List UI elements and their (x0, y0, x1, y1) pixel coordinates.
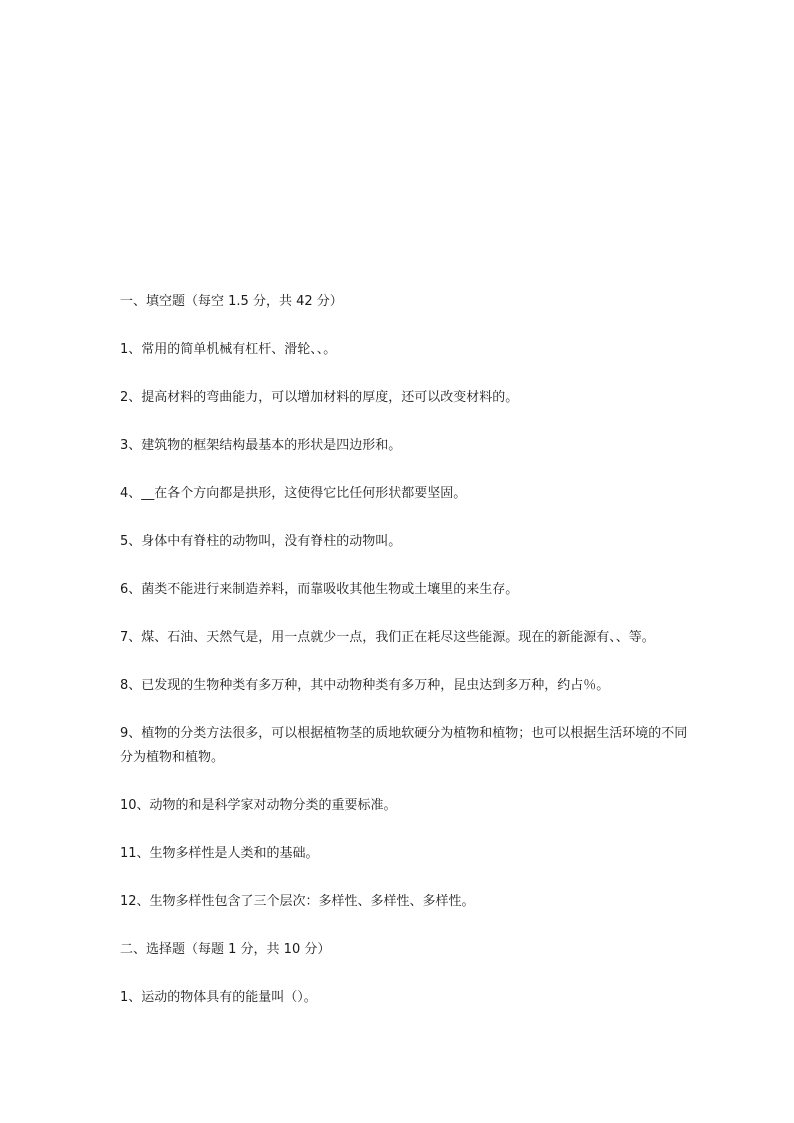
question-6: 6、菌类不能进行来制造养料，而靠吸收其他生物或土壤里的来生存。 (120, 582, 519, 597)
question-3: 3、建筑物的框架结构最基本的形状是四边形和。 (120, 438, 402, 453)
question-8: 8、已发现的生物种类有多万种，其中动物种类有多万种，昆虫达到多万种，约占％。 (120, 678, 610, 693)
question-4: 4、__在各个方向都是拱形，这使得它比任何形状都要坚固。 (120, 486, 467, 501)
question-2: 2、提高材料的弯曲能力，可以增加材料的厚度，还可以改变材料的。 (120, 390, 519, 405)
question-12: 12、生物多样性包含了三个层次：多样性、多样性、多样性。 (120, 894, 475, 909)
question-5: 5、身体中有脊柱的动物叫，没有脊柱的动物叫。 (120, 534, 402, 549)
question-1: 1、常用的简单机械有杠杆、滑轮、、。 (120, 342, 337, 357)
page-content (120, 290, 690, 1034)
question-7: 7、煤、石油、天然气是，用一点就少一点，我们正在耗尽这些能源。现在的新能源有、、等。 (120, 630, 655, 645)
section-title-fill-in-blank: 一、填空题（每空 1.5 分，共 42 分） (120, 294, 343, 309)
question-9: 9、植物的分类方法很多，可以根据植物茎的质地软硬分为植物和植物；也可以根据生活环境的不同分为植物和植物。 (120, 726, 688, 765)
choice-question-1: 1、运动的物体具有的能量叫（）。 (120, 990, 317, 1005)
section-title-multiple-choice: 二、选择题（每题 1 分，共 10 分） (120, 942, 331, 957)
question-11: 11、生物多样性是人类和的基础。 (120, 846, 319, 861)
question-10: 10、动物的和是科学家对动物分类的重要标准。 (120, 798, 397, 813)
